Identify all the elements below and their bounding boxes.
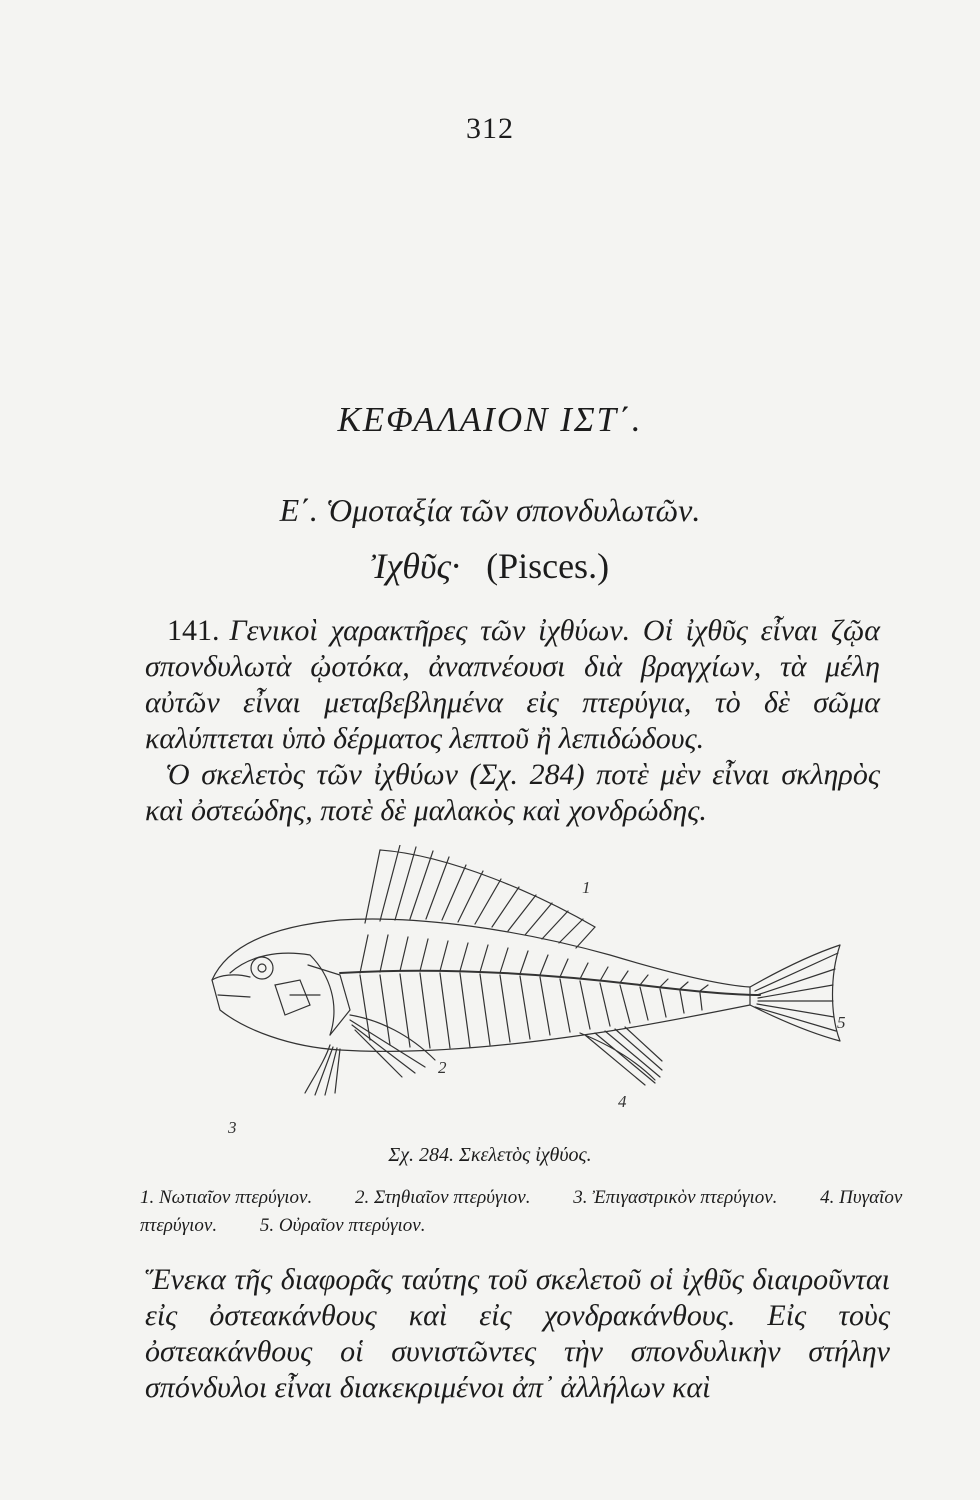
- figure-label-5: 5: [837, 1013, 846, 1032]
- class-name: Ἰχθῦς·: [370, 546, 461, 586]
- class-heading: [0, 545, 980, 587]
- paragraph-final: Ἕνεκα τῆς διαφορᾶς ταύτης τοῦ σκελετοῦ οἱ ἰχθῦς διαιροῦνται εἰς ὀστεακάνθους καὶ εἰς χονδρακάνθους. Εἰς τοὺς ὀστεακάνθους οἱ συνιστῶντες τὴν σπονδυλικὴν στήλην σπόνδυλοι εἶναι διακεκριμένοι ἀπ᾽ ἀλλήλων καὶ: [145, 1263, 890, 1404]
- legend-item: 4. Πυγαῖον πτερύγιον.: [140, 1187, 903, 1236]
- anal-fin: [580, 1027, 662, 1085]
- paragraph-skeleton: Ὁ σκελετὸς τῶν ἰχθύων (Σχ. 284) ποτὲ μὲν εἶναι σκληρὸς καὶ ὀστεώδης, ποτὲ δὲ μαλακὸς καὶ χονδρώδης.: [145, 758, 880, 827]
- section-title: Ε΄. Ὁμοταξία τῶν σπονδυλωτῶν.: [279, 492, 701, 528]
- legend-item: 3. Ἐπιγαστρικὸν πτερύγιον.: [573, 1187, 778, 1208]
- figure-label-4: 4: [618, 1092, 627, 1111]
- legend-item: 2. Στηθιαῖον πτερύγιον.: [354, 1187, 531, 1208]
- figure-caption: Σχ. 284. Σκελετὸς ἰχθύος.: [388, 1144, 592, 1166]
- paragraph-141: [145, 613, 880, 757]
- legend-item: 5. Οὐραῖον πτερύγιον.: [259, 1215, 426, 1236]
- paragraph-number: 141.: [167, 614, 220, 647]
- page-number: 312: [466, 112, 514, 145]
- fish-eye: [251, 957, 273, 979]
- fish-skeleton-illustration: [190, 845, 860, 1145]
- class-latin-name: (Pisces.): [486, 546, 610, 586]
- fish-ribs: [360, 935, 708, 1048]
- legend-item: 1. Νωτιαῖον πτερύγιον.: [140, 1187, 313, 1208]
- paragraph-141-text: Γενικοὶ χαρακτῆρες τῶν ἰχθύων. Οἱ ἰχθῦς εἶναι ζῷα σπονδυλωτὰ ᾠοτόκα, ἀναπνέουσι διὰ βραγχίων, τὰ μέλη αὐτῶν εἶναι μεταβεβλημένα εἰς πτερύγια, τὸ δὲ σῶμα καλύπτεται ὑπὸ δέρματος λεπτοῦ ἢ λεπιδώδους.: [145, 614, 880, 755]
- pectoral-fin: [350, 1015, 435, 1077]
- fish-spine: [340, 971, 760, 995]
- dorsal-fin: [365, 845, 595, 948]
- figure-legend: [140, 1184, 910, 1240]
- figure-label-2: 2: [438, 1058, 447, 1077]
- figure-label-3: 3: [228, 1118, 237, 1137]
- tail-fin: [750, 945, 840, 1041]
- pelvic-fin: [305, 1045, 340, 1095]
- figure-label-1: 1: [582, 878, 591, 897]
- chapter-title: ΚΕΦΑΛΑΙΟΝ ΙΣΤ΄.: [337, 400, 643, 439]
